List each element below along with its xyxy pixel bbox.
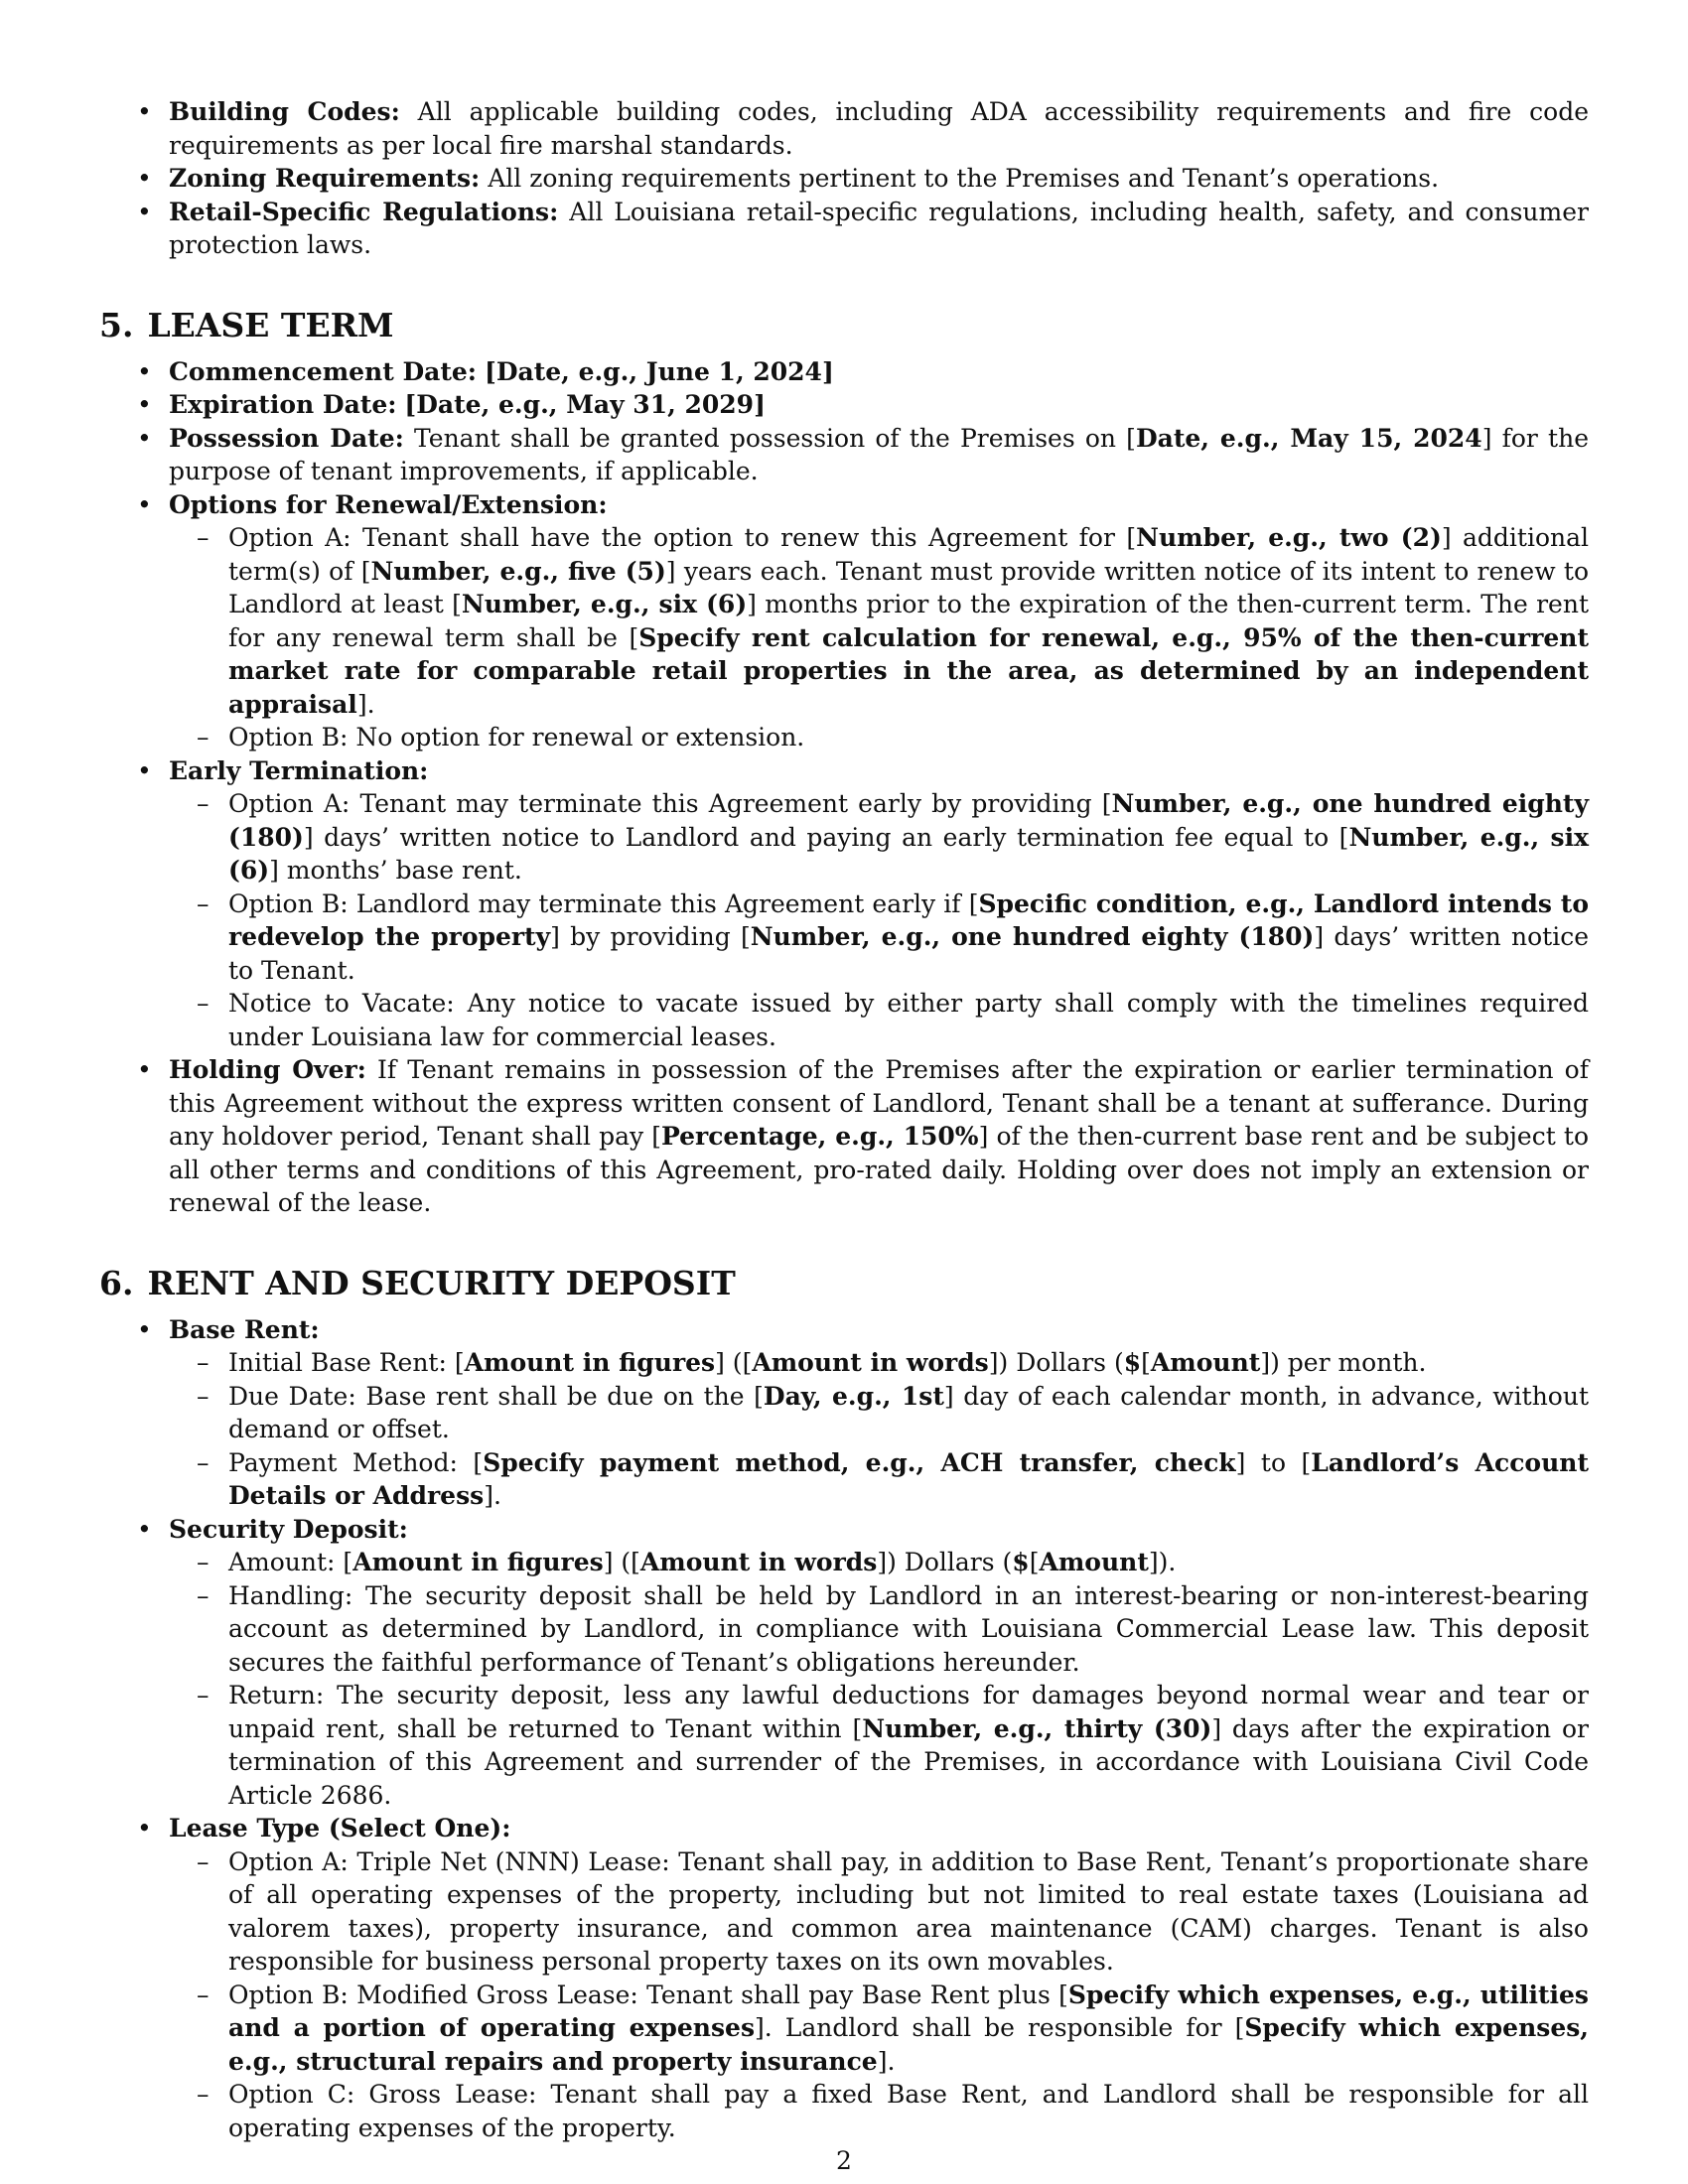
sub-list-item: – Option B: No option for renewal or extension.	[99, 721, 1589, 754]
lease-type-list	[169, 1845, 1589, 2145]
list-item: • Zoning Requirements: All zoning requirements pertinent to the Premises and Tenant’s operations.	[99, 162, 1589, 196]
list-item: • Expiration Date: [Date, e.g., May 31, 2029]	[99, 388, 1589, 422]
base-rent-list	[169, 1346, 1589, 1513]
sub-list-item: – Option A: Tenant may terminate this Agreement early by providing [Number, e.g., one hundred eighty (180)] days’ written notice to Landlord and paying an early termination fee equal to [Number, e.g., six (6)] months’ base rent.	[99, 787, 1589, 887]
page-content	[99, 95, 1589, 2144]
list-item: • Base Rent: – Initial Base Rent: [Amount in figures] ([Amount in words]) Dollars ($[Amount]) per month. – Due Date: Base rent shall be due on the [Day, e.g., 1st] day of each calendar month, in advance, without demand or offset. – Payment Method: [Specify payment method, e.g., ACH transfer, check] to [Landlord’s Account Details or Address].	[99, 1313, 1589, 1513]
sub-list-item: – Initial Base Rent: [Amount in figures] ([Amount in words]) Dollars ($[Amount]) per month.	[99, 1346, 1589, 1380]
sub-list-item: – Option C: Gross Lease: Tenant shall pay a fixed Base Rent, and Landlord shall be responsible for all operating expenses of the property.	[99, 2078, 1589, 2144]
section-heading-rent-deposit: 6. RENT AND SECURITY DEPOSIT	[99, 1263, 736, 1302]
rent-deposit-list	[99, 1313, 1589, 2145]
sub-list-item: – Option A: Triple Net (NNN) Lease: Tenant shall pay, in addition to Base Rent, Tenant’s proportionate share of all operating expenses of the property, including but not limited to real estate taxes (Louisiana ad valorem taxes), property insurance, and common area maintenance (CAM) charges. Tenant is also responsible for business personal property taxes on its own movables.	[99, 1845, 1589, 1979]
list-item: • Retail-Specific Regulations: All Louisiana retail-specific regulations, including health, safety, and consumer protection laws.	[99, 196, 1589, 262]
page-number: 2	[836, 2146, 852, 2175]
sub-list-item: – Option B: Landlord may terminate this Agreement early if [Specific condition, e.g., Landlord intends to redevelop the property] by providing [Number, e.g., one hundred eighty (180)] days’ written notice to Tenant.	[99, 887, 1589, 988]
sub-list-item: – Payment Method: [Specify payment method, e.g., ACH transfer, check] to [Landlord’s Account Details or Address].	[99, 1446, 1589, 1513]
sub-list-item: – Handling: The security deposit shall be held by Landlord in an interest-bearing or non-interest-bearing account as determined by Landlord, in compliance with Louisiana Commercial Lease law. This deposit secures the faithful performance of Tenant’s obligations hereunder.	[99, 1579, 1589, 1680]
list-item: • Security Deposit: – Amount: [Amount in figures] ([Amount in words]) Dollars ($[Amount]). – Handling: The security deposit shall be held by Landlord in an interest-bearing or non-interest-bearing account as determined by Landlord, in compliance with Louisiana Commercial Lease law. This deposit secures the faithful performance of Tenant’s obligations hereunder. – Return: The security deposit, less any lawful deductions for damages beyond normal wear and tear or unpaid rent, shall be returned to Tenant within [Number, e.g., thirty (30)] days after the expiration or termination of this Agreement and surrender of the Premises, in accordance with Louisiana Civil Code Article 2686.	[99, 1513, 1589, 1813]
renewal-options-list	[169, 521, 1589, 754]
list-item: • Holding Over: If Tenant remains in possession of the Premises after the expiration or earlier termination of this Agreement without the express written consent of Landlord, Tenant shall be a tenant at sufferance. During any holdover period, Tenant shall pay [Percentage, e.g., 150%] of the then-current base rent and be subject to all other terms and conditions of this Agreement, pro-rated daily. Holding over does not imply an extension or renewal of the lease.	[99, 1053, 1589, 1220]
section-heading-lease-term: 5. LEASE TERM	[99, 305, 394, 344]
sub-list-item: – Amount: [Amount in figures] ([Amount in words]) Dollars ($[Amount]).	[99, 1546, 1589, 1579]
sub-list-item: – Due Date: Base rent shall be due on the [Day, e.g., 1st] day of each calendar month, in advance, without demand or offset.	[99, 1380, 1589, 1446]
sub-list-item: – Option A: Tenant shall have the option to renew this Agreement for [Number, e.g., two (2)] additional term(s) of [Number, e.g., five (5)] years each. Tenant must provide written notice of its intent to renew to Landlord at least [Number, e.g., six (6)] months prior to the expiration of the then-current term. The rent for any renewal term shall be [Specify rent calculation for renewal, e.g., 95% of the then-current market rate for comparable retail properties in the area, as determined by an independent appraisal].	[99, 521, 1589, 721]
list-item: • Possession Date: Tenant shall be granted possession of the Premises on [Date, e.g., May 15, 2024] for the purpose of tenant improvements, if applicable.	[99, 422, 1589, 488]
lease-term-list	[99, 355, 1589, 1220]
sub-list-item: – Return: The security deposit, less any lawful deductions for damages beyond normal wear and tear or unpaid rent, shall be returned to Tenant within [Number, e.g., thirty (30)] days after the expiration or termination of this Agreement and surrender of the Premises, in accordance with Louisiana Civil Code Article 2686.	[99, 1679, 1589, 1812]
list-item: • Commencement Date: [Date, e.g., June 1, 2024]	[99, 355, 1589, 389]
security-deposit-list	[169, 1546, 1589, 1812]
list-item: • Building Codes: All applicable building codes, including ADA accessibility requirements and fire code requirements as per local fire marshal standards.	[99, 95, 1589, 162]
early-termination-list	[169, 787, 1589, 1053]
list-item: • Lease Type (Select One): – Option A: Triple Net (NNN) Lease: Tenant shall pay, in addition to Base Rent, Tenant’s proportionate share of all operating expenses of the property, including but not limited to real estate taxes (Louisiana ad valorem taxes), property insurance, and common area maintenance (CAM) charges. Tenant is also responsible for business personal property taxes on its own movables. – Option B: Modified Gross Lease: Tenant shall pay Base Rent plus [Specify which expenses, e.g., utilities and a portion of operating expenses]. Landlord shall be responsible for [Specify which expenses, e.g., structural repairs and property insurance]. – Option C: Gross Lease: Tenant shall pay a fixed Base Rent, and Landlord shall be responsible for all operating expenses of the property.	[99, 1812, 1589, 2144]
sub-list-item: – Option B: Modified Gross Lease: Tenant shall pay Base Rent plus [Specify which expenses, e.g., utilities and a portion of operating expenses]. Landlord shall be responsible for [Specify which expenses, e.g., structural repairs and property insurance].	[99, 1979, 1589, 2079]
sub-list-item: – Notice to Vacate: Any notice to vacate issued by either party shall comply with the timelines required under Louisiana law for commercial leases.	[99, 987, 1589, 1053]
list-item: • Options for Renewal/Extension: – Option A: Tenant shall have the option to renew this Agreement for [Number, e.g., two (2)] additional term(s) of [Number, e.g., five (5)] years each. Tenant must provide written notice of its intent to renew to Landlord at least [Number, e.g., six (6)] months prior to the expiration of the then-current term. The rent for any renewal term shall be [Specify rent calculation for renewal, e.g., 95% of the then-current market rate for comparable retail properties in the area, as determined by an independent appraisal]. – Option B: No option for renewal or extension.	[99, 488, 1589, 754]
compliance-list	[99, 95, 1589, 262]
list-item: • Early Termination: – Option A: Tenant may terminate this Agreement early by providing [Number, e.g., one hundred eighty (180)] days’ written notice to Landlord and paying an early termination fee equal to [Number, e.g., six (6)] months’ base rent. – Option B: Landlord may terminate this Agreement early if [Specific condition, e.g., Landlord intends to redevelop the property] by providing [Number, e.g., one hundred eighty (180)] days’ written notice to Tenant. – Notice to Vacate: Any notice to vacate issued by either party shall comply with the timelines required under Louisiana law for commercial leases.	[99, 754, 1589, 1054]
